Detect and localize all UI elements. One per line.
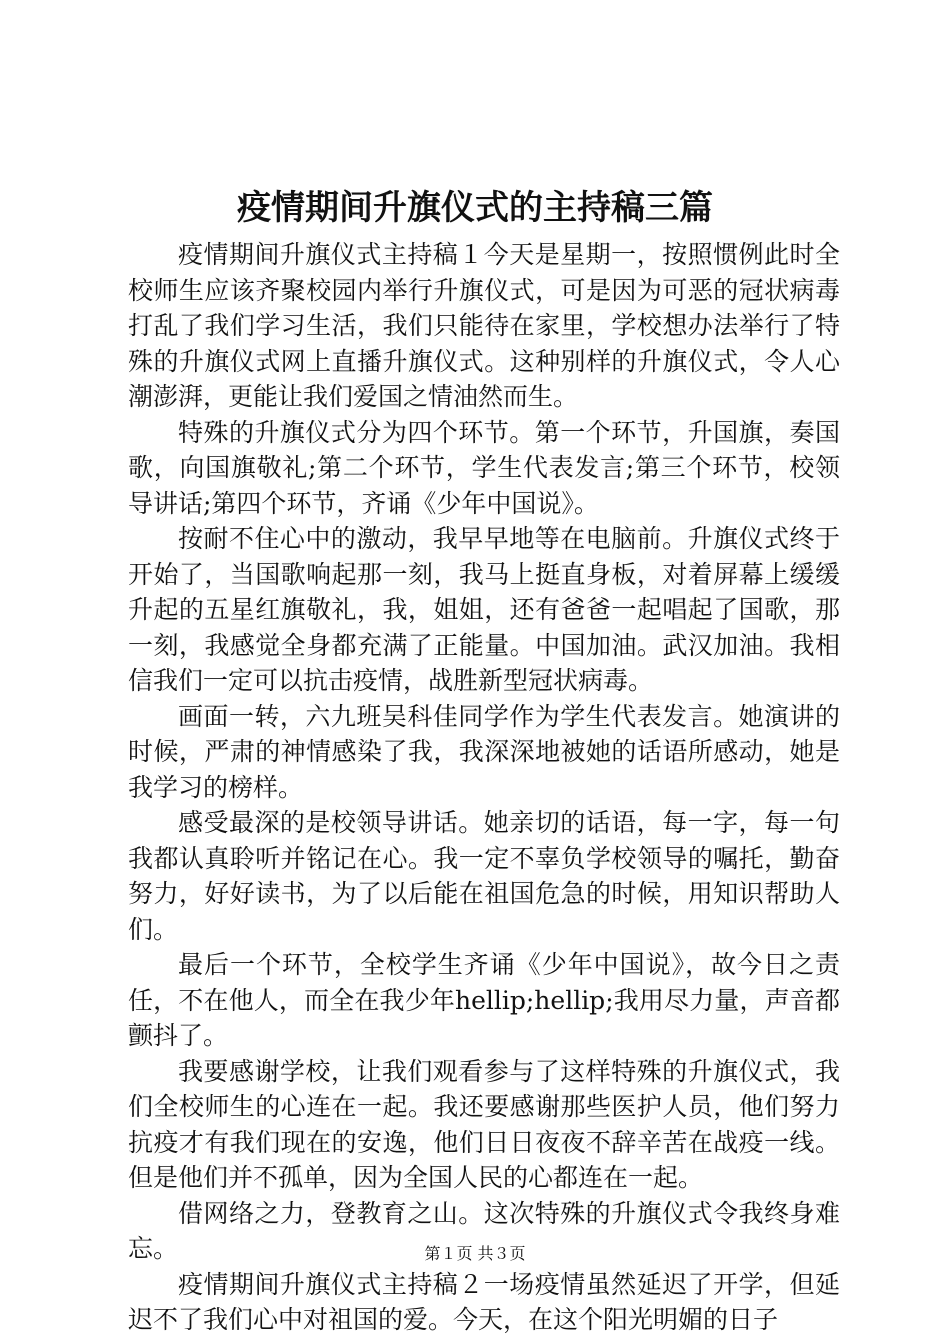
paragraph: 感受最深的是校领导讲话。她亲切的话语，每一字，每一句我都认真聆听并铭记在心。我一定不辜负学校领导的嘱托，勤奋努力，好好读书，为了以后能在祖国危急的时候，用知识帮助人们。 <box>128 808 840 944</box>
paragraph: 特殊的升旗仪式分为四个环节。第一个环节，升国旗，奏国歌，向国旗敬礼;第二个环节，学生代表发言;第三个环节，校领导讲话;第四个环节，齐诵《少年中国说》。 <box>128 417 840 518</box>
paragraph: 疫情期间升旗仪式主持稿２一场疫情虽然延迟了开学，但延迟不了我们心中对祖国的爱。今天，在这个阳光明媚的日子 <box>128 1269 840 1334</box>
paragraph: 借网络之力，登教育之山。这次特殊的升旗仪式令我终身难忘。 <box>128 1198 840 1263</box>
paragraph: 最后一个环节，全校学生齐诵《少年中国说》，故今日之责任，不在他人，而全在我少年hellip;hellip;我用尽力量，声音都颤抖了。 <box>128 950 840 1050</box>
paragraph: 按耐不住心中的激动，我早早地等在电脑前。升旗仪式终于开始了，当国歌响起那一刻，我马上挺直身板，对着屏幕上缓缓升起的五星红旗敬礼，我，姐姐，还有爸爸一起唱起了国歌，那一刻，我感觉全身都充满了正能量。中国加油。武汉加油。我相信我们一定可以抗击疫情，战胜新型冠状病毒。 <box>128 524 840 695</box>
document-body <box>128 237 840 1338</box>
paragraph: 画面一转，六九班吴科佳同学作为学生代表发言。她演讲的时候，严肃的神情感染了我，我深深地被她的话语所感动，她是我学习的榜样。 <box>128 701 840 802</box>
paragraph: 疫情期间升旗仪式主持稿１今天是星期一，按照惯例此时全校师生应该齐聚校园内举行升旗仪式，可是因为可恶的冠状病毒打乱了我们学习生活，我们只能待在家里，学校想办法举行了特殊的升旗仪式网上直播升旗仪式。这种别样的升旗仪式，令人心潮澎湃，更能让我们爱国之情油然而生。 <box>128 240 840 411</box>
document-title: 疫情期间升旗仪式的主持稿三篇 <box>237 188 713 228</box>
paragraph: 我要感谢学校，让我们观看参与了这样特殊的升旗仪式，我们全校师生的心连在一起。我还要感谢那些医护人员，他们努力抗疫才有我们现在的安逸，他们日日夜夜不辞辛苦在战疫一线。但是他们并不孤单，因为全国人民的心都连在一起。 <box>128 1056 840 1192</box>
page-number-footer: 第１页 共３页 <box>424 1244 526 1263</box>
